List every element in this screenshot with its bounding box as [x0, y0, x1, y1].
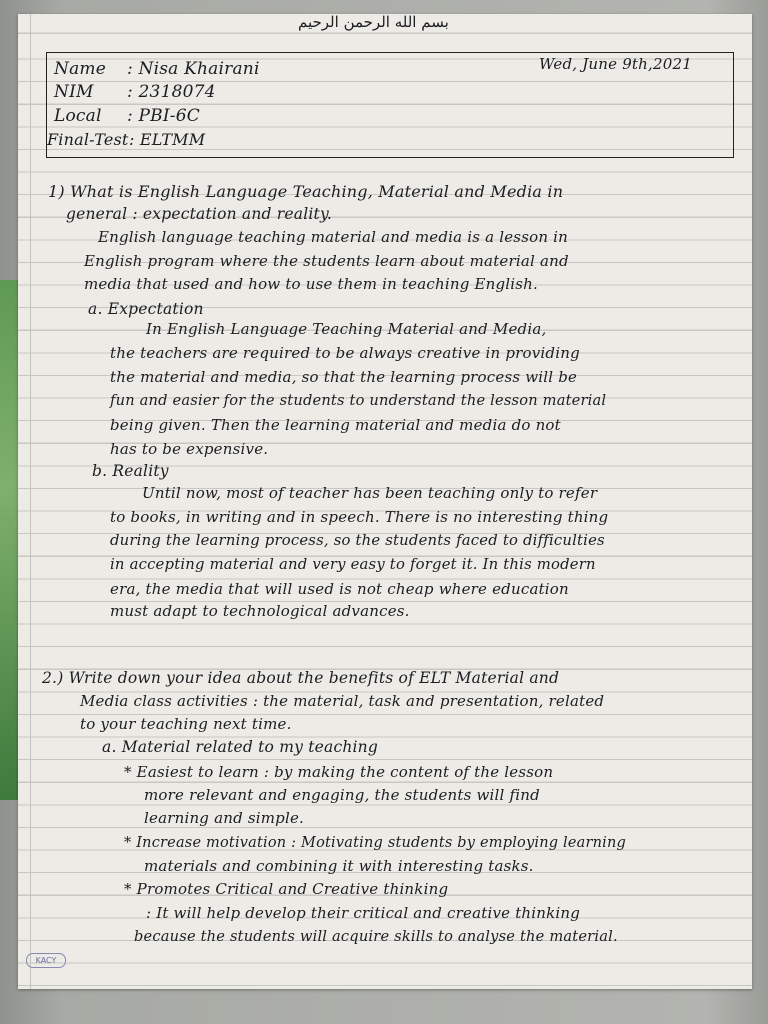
date-text: Wed, June 9th,2021	[539, 55, 692, 73]
q2-point2-line1: * Increase motivation : Motivating students by employing learning	[124, 835, 627, 851]
q2-point3-line3: because the students will acquire skills to analyse the material.	[134, 928, 618, 945]
q2-point3-line1: * Promotes Critical and Creative thinking	[124, 880, 449, 898]
q1-subheading-reality: b. Reality	[92, 462, 169, 480]
q2-point3-line2: : It will help develop their critical and creative thinking	[146, 904, 581, 922]
expectation-line5: being given. Then the learning material and media do not	[110, 416, 561, 434]
basmala-heading: بسم الله الرحمن الرحيم	[298, 13, 449, 31]
expectation-line3: the material and media, so that the learning process will be	[110, 368, 578, 386]
q2-title-line3: to your teaching next time.	[80, 715, 292, 733]
nim-label: NIM	[54, 82, 94, 102]
reality-line4: in accepting material and very easy to forget it. In this modern	[110, 556, 596, 573]
q2-point1-line2: more relevant and engaging, the students will find	[144, 786, 540, 804]
reality-line3: during the learning process, so the students faced to difficulties	[110, 532, 605, 549]
expectation-line4: fun and easier for the students to understand the lesson material	[110, 392, 607, 409]
q1-title-line1: 1) What is English Language Teaching, Material and Media in	[48, 182, 564, 201]
name-label: Name	[54, 59, 106, 79]
q2-point1-line1: * Easiest to learn : by making the content of the lesson	[124, 763, 554, 781]
header-info-box	[46, 52, 734, 158]
q2-title-line2: Media class activities : the material, task and presentation, related	[80, 692, 605, 710]
q2-title-line1: 2.) Write down your idea about the benefits of ELT Material and	[42, 669, 560, 687]
green-edge-strip	[0, 280, 18, 800]
q1-body-line1: English language teaching material and media is a lesson in	[98, 228, 569, 246]
q2-subheading-material: a. Material related to my teaching	[102, 738, 378, 756]
local-value: : PBI-6C	[127, 106, 200, 126]
q1-title-line2: general : expectation and reality.	[66, 205, 332, 223]
local-label: Local	[54, 106, 102, 126]
expectation-line6: has to be expensive.	[110, 440, 269, 458]
reality-line1: Until now, most of teacher has been teaching only to refer	[142, 484, 598, 502]
final-test-label: Final-Test	[47, 130, 129, 149]
reality-line5: era, the media that will used is not cheap where education	[110, 580, 569, 598]
q1-body-line3: media that used and how to use them in teaching English.	[84, 275, 539, 293]
nim-value: : 2318074	[127, 82, 216, 102]
name-value: : Nisa Khairani	[127, 59, 260, 79]
expectation-line2: the teachers are required to be always creative in providing	[110, 344, 580, 362]
expectation-line1: In English Language Teaching Material and Media,	[146, 320, 547, 338]
q1-body-line2: English program where the students learn about material and	[84, 252, 569, 270]
q2-point1-line3: learning and simple.	[144, 809, 305, 827]
lined-paper-sheet	[18, 14, 752, 989]
final-test-value: : ELTMM	[129, 130, 206, 149]
paper-margin-line	[30, 14, 31, 989]
q2-point2-line2: materials and combining it with interesting tasks.	[144, 857, 534, 875]
q1-subheading-expectation: a. Expectation	[88, 300, 204, 318]
brand-badge: KACY	[26, 953, 66, 968]
reality-line6: must adapt to technological advances.	[110, 602, 410, 620]
reality-line2: to books, in writing and in speech. There is no interesting thing	[110, 508, 609, 526]
